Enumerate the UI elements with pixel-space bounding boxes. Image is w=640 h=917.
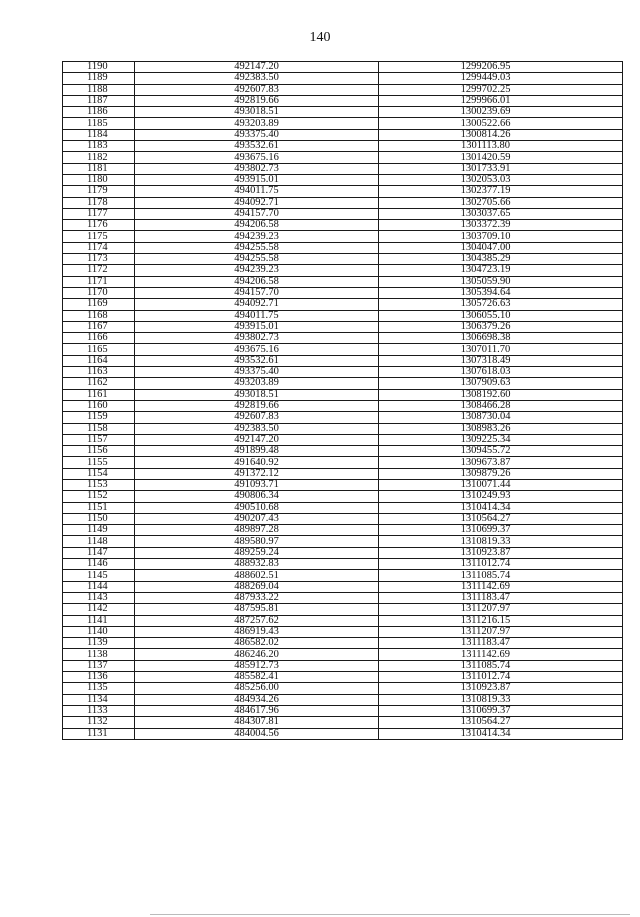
point-number-cell: 1162 (63, 378, 135, 389)
point-number-cell: 1188 (63, 84, 135, 95)
table-row (63, 434, 623, 445)
x-coordinate-cell: 492607.83 (135, 84, 379, 95)
table-row (63, 310, 623, 321)
table-row (63, 129, 623, 140)
table-row (63, 491, 623, 502)
x-coordinate-cell: 493375.40 (135, 367, 379, 378)
x-coordinate-cell: 493203.89 (135, 118, 379, 129)
x-coordinate-cell: 493675.16 (135, 152, 379, 163)
y-coordinate-cell: 1308192.60 (379, 389, 623, 400)
point-number-cell: 1134 (63, 694, 135, 705)
y-coordinate-cell: 1308466.28 (379, 400, 623, 411)
y-coordinate-cell: 1307011.70 (379, 344, 623, 355)
point-number-cell: 1158 (63, 423, 135, 434)
x-coordinate-cell: 494206.58 (135, 276, 379, 287)
point-number-cell: 1187 (63, 95, 135, 106)
x-coordinate-cell: 488932.83 (135, 559, 379, 570)
table-row (63, 118, 623, 129)
x-coordinate-cell: 494157.70 (135, 287, 379, 298)
point-number-cell: 1131 (63, 728, 135, 739)
table-row (63, 333, 623, 344)
y-coordinate-cell: 1305059.90 (379, 276, 623, 287)
x-coordinate-cell: 493375.40 (135, 129, 379, 140)
point-number-cell: 1154 (63, 468, 135, 479)
table-row (63, 536, 623, 547)
y-coordinate-cell: 1311207.97 (379, 626, 623, 637)
y-coordinate-cell: 1304723.19 (379, 265, 623, 276)
point-number-cell: 1140 (63, 626, 135, 637)
point-number-cell: 1152 (63, 491, 135, 502)
y-coordinate-cell: 1310819.33 (379, 694, 623, 705)
table-row (63, 186, 623, 197)
table-row (63, 423, 623, 434)
x-coordinate-cell: 485256.00 (135, 683, 379, 694)
x-coordinate-cell: 487257.62 (135, 615, 379, 626)
y-coordinate-cell: 1305394.64 (379, 287, 623, 298)
y-coordinate-cell: 1311012.74 (379, 559, 623, 570)
point-number-cell: 1149 (63, 525, 135, 536)
table-row (63, 299, 623, 310)
y-coordinate-cell: 1310699.37 (379, 705, 623, 716)
y-coordinate-cell: 1310923.87 (379, 683, 623, 694)
point-number-cell: 1180 (63, 174, 135, 185)
table-row (63, 559, 623, 570)
x-coordinate-cell: 485912.73 (135, 660, 379, 671)
table-row (63, 344, 623, 355)
y-coordinate-cell: 1300522.66 (379, 118, 623, 129)
table-row (63, 355, 623, 366)
point-number-cell: 1170 (63, 287, 135, 298)
table-row (63, 525, 623, 536)
x-coordinate-cell: 484004.56 (135, 728, 379, 739)
table-row (63, 276, 623, 287)
point-number-cell: 1147 (63, 547, 135, 558)
x-coordinate-cell: 493915.01 (135, 321, 379, 332)
coordinates-table-container (62, 61, 622, 740)
table-row (63, 728, 623, 739)
x-coordinate-cell: 494092.71 (135, 197, 379, 208)
table-row (63, 389, 623, 400)
table-row (63, 84, 623, 95)
table-row (63, 547, 623, 558)
x-coordinate-cell: 492147.20 (135, 434, 379, 445)
x-coordinate-cell: 494255.58 (135, 242, 379, 253)
x-coordinate-cell: 491372.12 (135, 468, 379, 479)
y-coordinate-cell: 1309673.87 (379, 457, 623, 468)
x-coordinate-cell: 492819.66 (135, 400, 379, 411)
coordinates-table (62, 61, 623, 740)
table-row (63, 107, 623, 118)
point-number-cell: 1177 (63, 208, 135, 219)
y-coordinate-cell: 1311142.69 (379, 649, 623, 660)
point-number-cell: 1153 (63, 479, 135, 490)
y-coordinate-cell: 1311216.15 (379, 615, 623, 626)
point-number-cell: 1179 (63, 186, 135, 197)
x-coordinate-cell: 486246.20 (135, 649, 379, 660)
table-row (63, 513, 623, 524)
y-coordinate-cell: 1310414.34 (379, 728, 623, 739)
point-number-cell: 1148 (63, 536, 135, 547)
table-row (63, 649, 623, 660)
table-row (63, 479, 623, 490)
table-row (63, 638, 623, 649)
y-coordinate-cell: 1303372.39 (379, 220, 623, 231)
x-coordinate-cell: 485582.41 (135, 672, 379, 683)
y-coordinate-cell: 1304047.00 (379, 242, 623, 253)
x-coordinate-cell: 492607.83 (135, 412, 379, 423)
table-row (63, 502, 623, 513)
table-row (63, 592, 623, 603)
y-coordinate-cell: 1301113.80 (379, 141, 623, 152)
x-coordinate-cell: 493802.73 (135, 163, 379, 174)
point-number-cell: 1135 (63, 683, 135, 694)
x-coordinate-cell: 494239.23 (135, 231, 379, 242)
y-coordinate-cell: 1306055.10 (379, 310, 623, 321)
x-coordinate-cell: 488269.04 (135, 581, 379, 592)
point-number-cell: 1169 (63, 299, 135, 310)
x-coordinate-cell: 492383.50 (135, 423, 379, 434)
point-number-cell: 1141 (63, 615, 135, 626)
y-coordinate-cell: 1310699.37 (379, 525, 623, 536)
y-coordinate-cell: 1307618.03 (379, 367, 623, 378)
point-number-cell: 1178 (63, 197, 135, 208)
y-coordinate-cell: 1311183.47 (379, 638, 623, 649)
table-row (63, 457, 623, 468)
table-row (63, 73, 623, 84)
point-number-cell: 1172 (63, 265, 135, 276)
point-number-cell: 1186 (63, 107, 135, 118)
x-coordinate-cell: 492147.20 (135, 62, 379, 73)
point-number-cell: 1190 (63, 62, 135, 73)
table-row (63, 141, 623, 152)
y-coordinate-cell: 1310923.87 (379, 547, 623, 558)
point-number-cell: 1171 (63, 276, 135, 287)
x-coordinate-cell: 491640.92 (135, 457, 379, 468)
point-number-cell: 1138 (63, 649, 135, 660)
table-row (63, 242, 623, 253)
x-coordinate-cell: 489897.28 (135, 525, 379, 536)
y-coordinate-cell: 1309879.26 (379, 468, 623, 479)
y-coordinate-cell: 1301420.59 (379, 152, 623, 163)
table-row (63, 220, 623, 231)
x-coordinate-cell: 489259.24 (135, 547, 379, 558)
y-coordinate-cell: 1311085.74 (379, 660, 623, 671)
point-number-cell: 1157 (63, 434, 135, 445)
point-number-cell: 1185 (63, 118, 135, 129)
point-number-cell: 1175 (63, 231, 135, 242)
x-coordinate-cell: 484307.81 (135, 717, 379, 728)
y-coordinate-cell: 1299966.01 (379, 95, 623, 106)
y-coordinate-cell: 1299702.25 (379, 84, 623, 95)
x-coordinate-cell: 493018.51 (135, 107, 379, 118)
table-row (63, 152, 623, 163)
table-row (63, 717, 623, 728)
y-coordinate-cell: 1311085.74 (379, 570, 623, 581)
point-number-cell: 1139 (63, 638, 135, 649)
x-coordinate-cell: 494206.58 (135, 220, 379, 231)
table-row (63, 604, 623, 615)
table-row (63, 468, 623, 479)
y-coordinate-cell: 1305726.63 (379, 299, 623, 310)
y-coordinate-cell: 1302053.03 (379, 174, 623, 185)
x-coordinate-cell: 494157.70 (135, 208, 379, 219)
x-coordinate-cell: 486582.02 (135, 638, 379, 649)
table-row (63, 321, 623, 332)
y-coordinate-cell: 1299449.03 (379, 73, 623, 84)
point-number-cell: 1174 (63, 242, 135, 253)
y-coordinate-cell: 1310071.44 (379, 479, 623, 490)
x-coordinate-cell: 490806.34 (135, 491, 379, 502)
y-coordinate-cell: 1300239.69 (379, 107, 623, 118)
y-coordinate-cell: 1310564.27 (379, 513, 623, 524)
y-coordinate-cell: 1310819.33 (379, 536, 623, 547)
page-number: 140 (309, 30, 331, 45)
y-coordinate-cell: 1311183.47 (379, 592, 623, 603)
table-row (63, 254, 623, 265)
x-coordinate-cell: 493203.89 (135, 378, 379, 389)
y-coordinate-cell: 1304385.29 (379, 254, 623, 265)
table-row (63, 400, 623, 411)
point-number-cell: 1143 (63, 592, 135, 603)
point-number-cell: 1159 (63, 412, 135, 423)
y-coordinate-cell: 1306379.26 (379, 321, 623, 332)
point-number-cell: 1150 (63, 513, 135, 524)
table-row (63, 378, 623, 389)
x-coordinate-cell: 493675.16 (135, 344, 379, 355)
point-number-cell: 1163 (63, 367, 135, 378)
x-coordinate-cell: 494092.71 (135, 299, 379, 310)
x-coordinate-cell: 493802.73 (135, 333, 379, 344)
point-number-cell: 1156 (63, 446, 135, 457)
table-row (63, 660, 623, 671)
table-row (63, 626, 623, 637)
y-coordinate-cell: 1308983.26 (379, 423, 623, 434)
table-row (63, 287, 623, 298)
point-number-cell: 1145 (63, 570, 135, 581)
y-coordinate-cell: 1311012.74 (379, 672, 623, 683)
table-row (63, 412, 623, 423)
y-coordinate-cell: 1309455.72 (379, 446, 623, 457)
table-row (63, 705, 623, 716)
point-number-cell: 1160 (63, 400, 135, 411)
point-number-cell: 1137 (63, 660, 135, 671)
point-number-cell: 1183 (63, 141, 135, 152)
point-number-cell: 1189 (63, 73, 135, 84)
y-coordinate-cell: 1307318.49 (379, 355, 623, 366)
point-number-cell: 1166 (63, 333, 135, 344)
table-row (63, 683, 623, 694)
y-coordinate-cell: 1310564.27 (379, 717, 623, 728)
coordinates-table-body (63, 62, 623, 740)
point-number-cell: 1161 (63, 389, 135, 400)
point-number-cell: 1184 (63, 129, 135, 140)
point-number-cell: 1136 (63, 672, 135, 683)
table-row (63, 231, 623, 242)
x-coordinate-cell: 493532.61 (135, 141, 379, 152)
y-coordinate-cell: 1303709.10 (379, 231, 623, 242)
x-coordinate-cell: 489580.97 (135, 536, 379, 547)
x-coordinate-cell: 487595.81 (135, 604, 379, 615)
point-number-cell: 1132 (63, 717, 135, 728)
x-coordinate-cell: 488602.51 (135, 570, 379, 581)
point-number-cell: 1181 (63, 163, 135, 174)
point-number-cell: 1168 (63, 310, 135, 321)
x-coordinate-cell: 490510.68 (135, 502, 379, 513)
table-row (63, 62, 623, 73)
point-number-cell: 1133 (63, 705, 135, 716)
y-coordinate-cell: 1306698.38 (379, 333, 623, 344)
y-coordinate-cell: 1299206.95 (379, 62, 623, 73)
x-coordinate-cell: 486919.43 (135, 626, 379, 637)
table-row (63, 446, 623, 457)
x-coordinate-cell: 487933.22 (135, 592, 379, 603)
y-coordinate-cell: 1310249.93 (379, 491, 623, 502)
point-number-cell: 1155 (63, 457, 135, 468)
x-coordinate-cell: 492819.66 (135, 95, 379, 106)
y-coordinate-cell: 1303037.65 (379, 208, 623, 219)
table-row (63, 208, 623, 219)
x-coordinate-cell: 492383.50 (135, 73, 379, 84)
x-coordinate-cell: 491899.48 (135, 446, 379, 457)
table-row (63, 615, 623, 626)
table-row (63, 265, 623, 276)
x-coordinate-cell: 491093.71 (135, 479, 379, 490)
point-number-cell: 1144 (63, 581, 135, 592)
x-coordinate-cell: 494255.58 (135, 254, 379, 265)
table-row (63, 694, 623, 705)
table-row (63, 197, 623, 208)
point-number-cell: 1146 (63, 559, 135, 570)
x-coordinate-cell: 493915.01 (135, 174, 379, 185)
y-coordinate-cell: 1307909.63 (379, 378, 623, 389)
y-coordinate-cell: 1302377.19 (379, 186, 623, 197)
x-coordinate-cell: 490207.43 (135, 513, 379, 524)
x-coordinate-cell: 493018.51 (135, 389, 379, 400)
point-number-cell: 1173 (63, 254, 135, 265)
y-coordinate-cell: 1302705.66 (379, 197, 623, 208)
x-coordinate-cell: 494011.75 (135, 186, 379, 197)
table-row (63, 163, 623, 174)
table-row (63, 174, 623, 185)
x-coordinate-cell: 493532.61 (135, 355, 379, 366)
point-number-cell: 1167 (63, 321, 135, 332)
y-coordinate-cell: 1301733.91 (379, 163, 623, 174)
y-coordinate-cell: 1310414.34 (379, 502, 623, 513)
table-row (63, 672, 623, 683)
point-number-cell: 1164 (63, 355, 135, 366)
y-coordinate-cell: 1311207.97 (379, 604, 623, 615)
point-number-cell: 1151 (63, 502, 135, 513)
table-row (63, 95, 623, 106)
y-coordinate-cell: 1309225.34 (379, 434, 623, 445)
x-coordinate-cell: 494239.23 (135, 265, 379, 276)
y-coordinate-cell: 1308730.04 (379, 412, 623, 423)
y-coordinate-cell: 1311142.69 (379, 581, 623, 592)
x-coordinate-cell: 484617.96 (135, 705, 379, 716)
point-number-cell: 1176 (63, 220, 135, 231)
x-coordinate-cell: 484934.26 (135, 694, 379, 705)
point-number-cell: 1182 (63, 152, 135, 163)
point-number-cell: 1165 (63, 344, 135, 355)
y-coordinate-cell: 1300814.26 (379, 129, 623, 140)
table-row (63, 570, 623, 581)
x-coordinate-cell: 494011.75 (135, 310, 379, 321)
table-row (63, 581, 623, 592)
table-row (63, 367, 623, 378)
point-number-cell: 1142 (63, 604, 135, 615)
page-edge-line (150, 914, 630, 915)
